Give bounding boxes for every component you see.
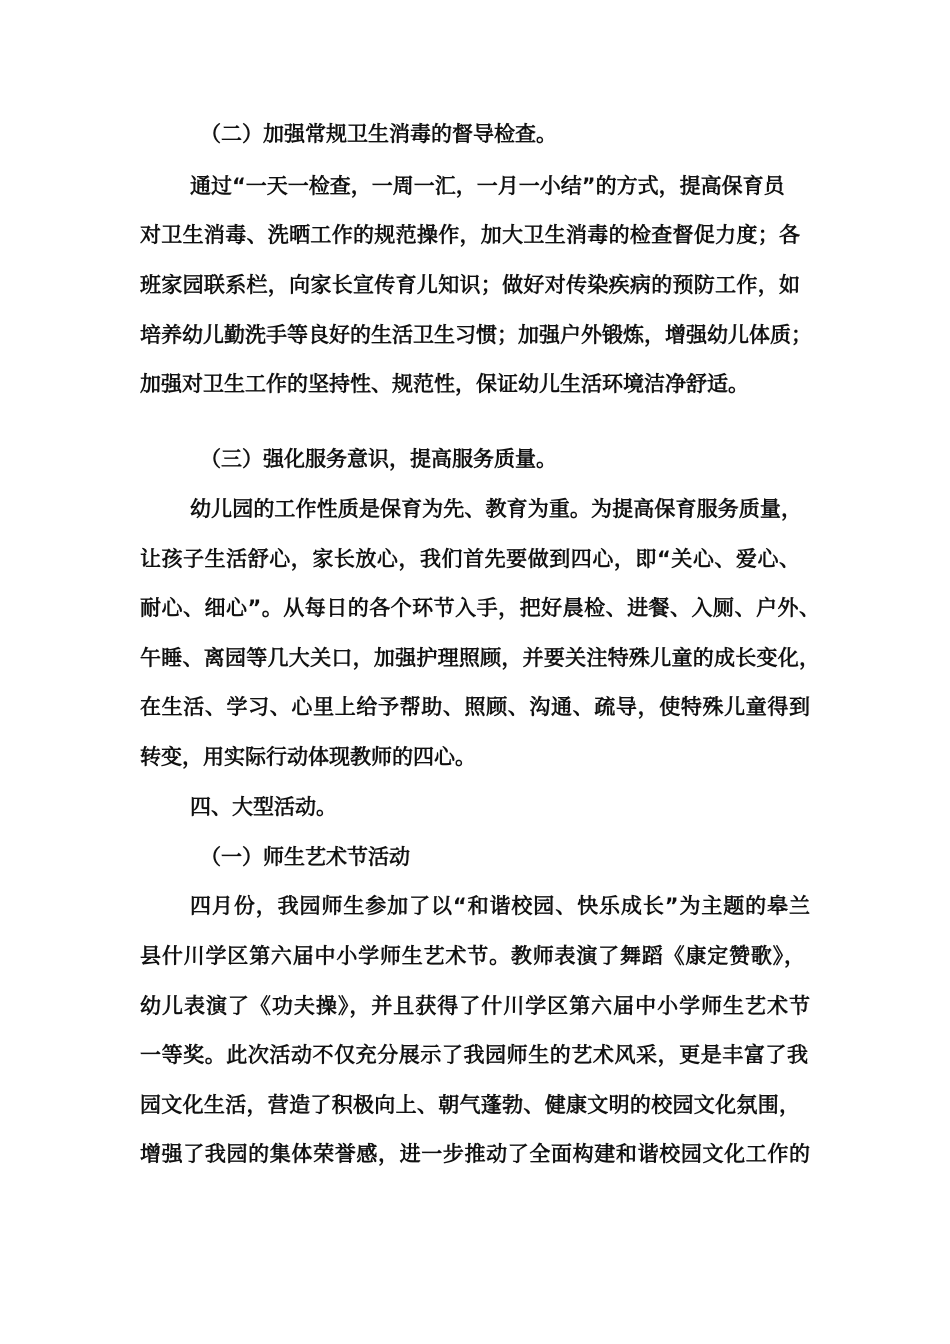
paragraph-line: 午睡、离园等几大关口，加强护理照顾，并要关注特殊儿童的成长变化， xyxy=(140,646,820,670)
paragraph-line: 班家园联系栏，向家长宣传育儿知识；做好对传染疾病的预防工作，如 xyxy=(140,273,800,297)
paragraph-line: 加强对卫生工作的坚持性、规范性，保证幼儿生活环境洁净舒适。 xyxy=(140,372,749,396)
paragraph-line: 增强了我园的集体荣誉感，进一步推动了全面构建和谐校园文化工作的 xyxy=(140,1142,810,1166)
paragraph-line: 对卫生消毒、洗晒工作的规范操作，加大卫生消毒的检查督促力度；各 xyxy=(140,223,800,247)
paragraph-line: 四月份，我园师生参加了以“和谐校园、快乐成长”为主题的皋兰 xyxy=(190,894,810,918)
paragraph-line: 耐心、细心”。从每日的各个环节入手，把好晨检、进餐、入厕、户外、 xyxy=(140,596,820,620)
paragraph-line: 通过“一天一检查，一周一汇，一月一小结”的方式，提高保育员 xyxy=(190,174,785,198)
paragraph-line: 一等奖。此次活动不仅充分展示了我园师生的艺术风采，更是丰富了我 xyxy=(140,1043,808,1067)
section-heading-4: 四、大型活动。 xyxy=(190,795,337,819)
paragraph-line: 转变，用实际行动体现教师的四心。 xyxy=(140,745,476,769)
paragraph-line: 让孩子生活舒心，家长放心，我们首先要做到四心，即“关心、爱心、 xyxy=(140,547,800,571)
section-heading-3: （三）强化服务意识，提高服务质量。 xyxy=(200,447,557,471)
paragraph-line: 幼儿园的工作性质是保育为先、教育为重。为提高保育服务质量， xyxy=(190,497,802,521)
paragraph-line: 县什川学区第六届中小学师生艺术节。教师表演了舞蹈《康定赞歌》， xyxy=(140,944,805,968)
section-heading-2: （二）加强常规卫生消毒的督导检查。 xyxy=(200,122,557,146)
paragraph-line: 培养幼儿勤洗手等良好的生活卫生习惯；加强户外锻炼，增强幼儿体质； xyxy=(140,323,812,347)
subsection-heading-1: （一）师生艺术节活动 xyxy=(200,845,410,869)
paragraph-line: 在生活、学习、心里上给予帮助、照顾、沟通、疏导，使特殊儿童得到 xyxy=(140,695,810,719)
paragraph-line: 幼儿表演了《功夫操》，并且获得了什川学区第六届中小学师生艺术节 xyxy=(140,994,810,1018)
paragraph-line: 园文化生活，营造了积极向上、朝气蓬勃、健康文明的校园文化氛围， xyxy=(140,1093,800,1117)
